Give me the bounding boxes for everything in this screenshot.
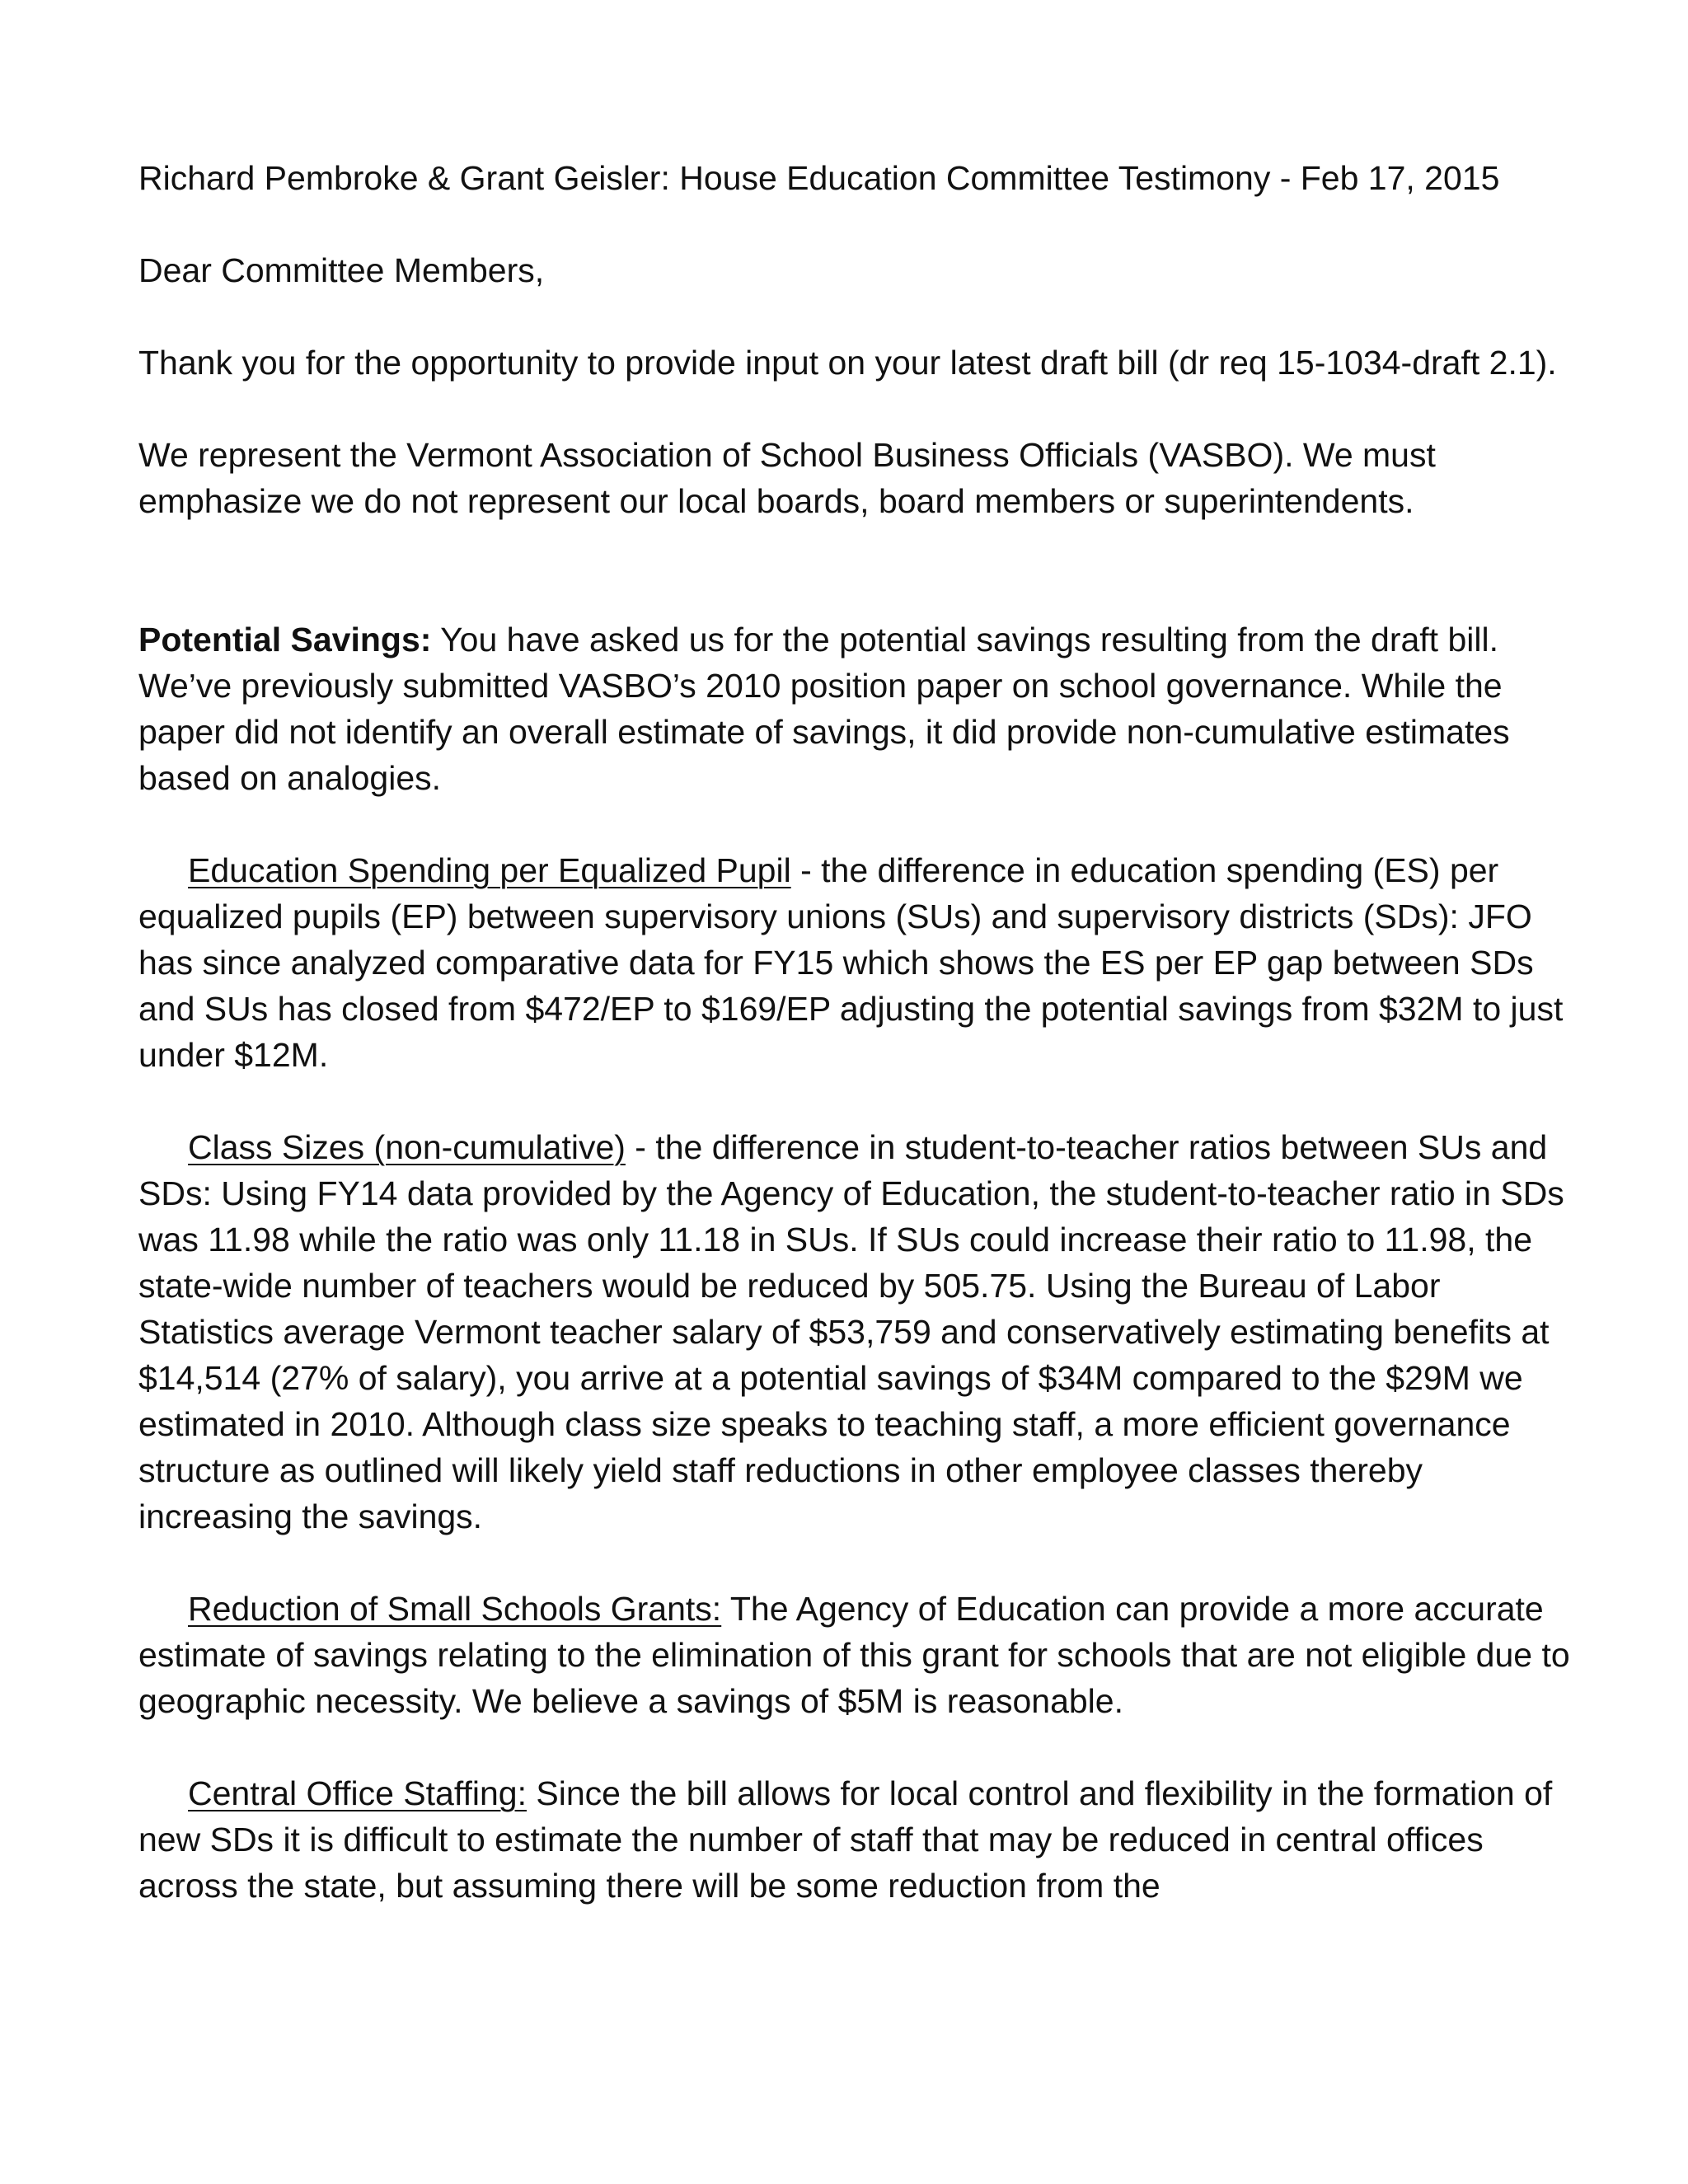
section-title-class-sizes: Class Sizes (non-cumulative) [188,1128,626,1166]
document-page [138,155,1573,1909]
salutation: Dear Committee Members, [138,251,545,289]
section-title-small-schools-grants: Reduction of Small Schools Grants: [188,1590,722,1628]
section-education-spending [138,847,1573,1078]
section-title-central-office-staffing: Central Office Staffing: [188,1774,527,1812]
document-header: Richard Pembroke & Grant Geisler: House Education Committee Testimony - Feb 17, 2015 [138,159,1500,197]
intro-thanks-paragraph: Thank you for the opportunity to provide input on your latest draft bill (dr req 15-1034-draft 2.1). [138,344,1557,382]
potential-savings-paragraph [138,616,1573,801]
section-title-education-spending: Education Spending per Equalized Pupil [188,851,791,889]
section-text-small-schools-grants: The Agency of Education can provide a more accurate estimate of savings relating to the elimination of this grant for schools that are not eligible due to geographic necessity. We believe a savings of $5M is reasonable. [138,1590,1570,1720]
section-small-schools-grants [138,1586,1573,1724]
intro-represent-paragraph: We represent the Vermont Association of School Business Officials (VASBO). We must emphasize we do not represent our local boards, board members or superintendents. [138,436,1436,520]
section-class-sizes [138,1124,1573,1540]
potential-savings-text: You have asked us for the potential savings resulting from the draft bill. We’ve previously submitted VASBO’s 2010 position paper on school governance. While the paper did not identify an overall estimate of savings, it did provide non-cumulative estimates based on analogies. [138,621,1510,797]
section-text-class-sizes: - the difference in student-to-teacher ratios between SUs and SDs: Using FY14 data provided by the Agency of Education, the student-to-teacher ratio in SDs was 11.98 while the ratio was only 11.18 in SUs. If SUs could increase their ratio to 11.98, the state-wide number of teachers would be reduced by 505.75. Using the Bureau of Labor Statistics average Vermont teacher salary of $53,759 and conservatively estimating benefits at $14,514 (27% of salary), you arrive at a potential savings of $34M compared to the $29M we estimated in 2010. Although class size speaks to teaching staff, a more efficient governance structure as outlined will likely yield staff reductions in other employee classes thereby increasing the savings. [138,1128,1564,1535]
section-text-education-spending: - the difference in education spending (ES) per equalized pupils (EP) between supervisory unions (SUs) and supervisory districts (SDs): JFO has since analyzed comparative data for FY15 which shows the ES per EP gap between SDs and SUs has closed from $472/EP to $169/EP adjusting the potential savings from $32M to just under $12M. [138,851,1564,1074]
section-central-office-staffing [138,1770,1573,1909]
potential-savings-heading: Potential Savings: [138,621,432,658]
section-text-central-office-staffing: Since the bill allows for local control and flexibility in the formation of new SDs it is difficult to estimate the number of staff that may be reduced in central offices across the state, but assuming there will be some reduction from the [138,1774,1553,1905]
